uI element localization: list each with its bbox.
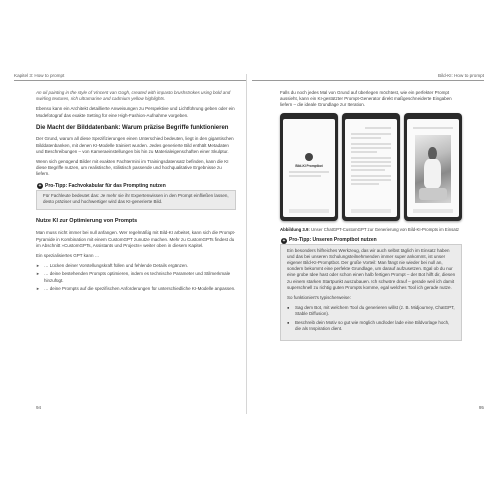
- arrow-bullet-icon: ►: [36, 285, 40, 291]
- list-item: [36, 271, 236, 283]
- text-line: [351, 137, 381, 139]
- pro-tip-text: So funktioniert's typischerweise:: [287, 295, 351, 301]
- pro-tip-box: [36, 182, 236, 211]
- plus-circle-icon: +: [282, 237, 286, 244]
- pro-tip-text: Ein besonders hilfreiches Werkzeug, das wir auch selbst täglich im Einsatz haben und das bei unseren Schulungsteilnehmenden immer super ankommt, ist unser eigener Bild-KI-Promptbot. Der große Vorteil: Man fängt nie wieder bei null an, sondern bekommt eine perfekte Grundlage, um darauf aufzusetzen. Egal ob du nur eine grobe Idee hast oder schon einen halb fertigen Prompt – der Bot hilft dir, diesen zu einem starken Startpunkt auszubauen. Ich schwöre drauf – gerade weil ich damit superschnell zu richtig guten Prompts komme, egal welches Tool ich gerade nutze.: [287, 247, 456, 290]
- list-item-text: Beschreib dein Motiv so gut wie möglich und/oder lade eine Bildvorlage hoch, die als Inspiration dient.: [295, 319, 450, 331]
- text-line: [289, 175, 321, 177]
- running-head: Bild-KI: How to prompt: [438, 73, 484, 78]
- paragraph: Falls du noch jedes Mal von Grund auf überlegen möchtest, wie ein perfekter Prompt aussieht, kann ein KI-gestützter Prompt-Generator direkt maßgeschneiderte Eingaben liefern – die ideale Grundlage zur Iteration.: [280, 90, 452, 108]
- paragraph: Ebenso kann ein Architekt detaillierte Anweisungen zu Perspektive und Lichtführung geben oder ein Modefotograf das exakte Setting für eine High-Fashion-Aufnahme vorgeben.: [36, 106, 235, 118]
- pro-tip-title: [37, 183, 170, 189]
- pro-tip-title-text: Pro-Tipp: Unseren Promptbot nutzen: [289, 237, 377, 244]
- phone-screenshot: [342, 113, 400, 221]
- text-line: [351, 143, 391, 145]
- figure-screenshots: [280, 113, 462, 221]
- text-line: [365, 127, 391, 129]
- paragraph: Ein spezialisiertes GPT kann …: [36, 252, 100, 258]
- example-prompt-quote: An oil painting in the style of Vincent van Gogh, created with impasto brushstrokes using bold and swirling textures, rich ultramarine and cadmium yellow highlights.: [36, 90, 231, 102]
- pro-tip-text: Für Fachleute bedeutet das: Je mehr sie ihr Expertenwissen in den Prompt einfließen lassen, desto präziser und hochwertiger wird das KI-generierte Bild.: [43, 192, 229, 204]
- left-page-content: [36, 90, 236, 296]
- paragraph: Wenn sich genügend Bilder mit exakten Fachtermini im Trainingsdatensatz befinden, kann die KI diese Begriffe nutzen, um realistische, stilistisch passende und hochqualitative Ergebnisse zu liefern.: [36, 158, 229, 177]
- paragraph: Man muss nicht immer bei null anfangen. Wer regelmäßig mit Bild-KI arbeitet, kann sich die Prompt-Pyramide in Kombination mit einem CustomGPT zunutze machen. Mehr zu CustomGPTs findest du im Abschnitt »CustomGPTs, Assistants und Projects« weiter oben in diesem Kapitel.: [36, 230, 236, 248]
- list-item: [287, 320, 456, 332]
- phone-screen: [345, 119, 397, 217]
- text-line: [351, 165, 391, 167]
- pro-tip-title: [281, 237, 381, 243]
- left-page: [14, 74, 247, 414]
- figure-caption: [280, 227, 462, 233]
- caption-label: Abbildung 3.9:: [280, 226, 310, 232]
- text-line: [351, 175, 391, 177]
- list-item-text: … Lücken deiner Vorstellungskraft füllen und fehlende Details ergänzen.: [44, 263, 189, 269]
- list-item-text: Sag dem Bot, mit welchem Tool du generieren willst (z. B. Midjourney, ChatGPT, Stable Diffusion).: [295, 305, 455, 317]
- image-shape: [419, 188, 448, 200]
- bullet-list: [287, 305, 456, 332]
- phone-screenshot: [280, 113, 338, 221]
- paragraph: Der Grund, warum all diese Spezifizierungen einen Unterschied bedeuten, liegt in den gigantischen Bilddatenbanken, mit denen KI-Modelle trainiert wurden. Jedes generierte Bild enthält Metadaten und Beschreibungen – von Kameraeinstellungen bis hin zu Materialeigenschaften einer Skulptur.: [36, 136, 234, 154]
- list-item: [287, 305, 456, 317]
- text-line: [351, 179, 391, 181]
- phone-screenshot: [404, 113, 462, 221]
- phone-screen: [283, 119, 335, 217]
- list-item-text: … deine Prompts auf die spezifischen Anforderungen für unterschiedliche KI-Modelle anpassen.: [44, 285, 236, 291]
- bullet-dot-icon: ●: [287, 319, 290, 325]
- right-page-content: [280, 90, 462, 349]
- list-item: [36, 263, 236, 269]
- text-line: [351, 157, 391, 159]
- generated-image: [415, 135, 451, 203]
- section-heading-bilddatenbank: Die Macht der Bilddatenbank: Warum präzise Begriffe funktionieren: [36, 124, 229, 131]
- caption-text: Unser ChatGPT-CustomGPT zur Generierung von Bild-KI-Prompts im Einsatz: [311, 226, 460, 232]
- right-page: [252, 74, 484, 414]
- arrow-bullet-icon: ►: [36, 263, 40, 269]
- text-line: [351, 147, 391, 149]
- text-line: [351, 133, 391, 135]
- list-item: [36, 286, 236, 292]
- plus-circle-icon: +: [38, 182, 42, 189]
- input-bar: [289, 209, 329, 213]
- input-bar: [351, 209, 391, 213]
- list-item-text: … deine bestehenden Prompts optimieren, indem es technische Parameter und Stilmerkmale hinzufügt.: [44, 271, 231, 283]
- bot-avatar-icon: [305, 153, 313, 161]
- section-heading-optimierung: Nutze KI zur Optimierung von Prompts: [36, 218, 138, 225]
- pro-tip-title-text: Pro-Tipp: Fachvokabular für das Prompting nutzen: [45, 182, 166, 189]
- header-rule: [14, 80, 246, 81]
- bullet-list: [36, 263, 236, 292]
- pro-tip-box: [280, 237, 462, 341]
- running-head: Kapitel 3: How to prompt: [14, 73, 65, 78]
- arrow-bullet-icon: ►: [36, 271, 40, 277]
- phone-screen: [407, 119, 459, 217]
- text-line: [413, 127, 453, 129]
- header-rule: [252, 80, 484, 81]
- text-line: [351, 183, 379, 185]
- page-number: 95: [478, 405, 484, 410]
- input-bar: [413, 209, 453, 213]
- image-shape: [424, 159, 441, 189]
- page-number: 94: [36, 405, 42, 410]
- text-line: [351, 151, 377, 153]
- bot-title: Bild-KI Promptbot: [295, 163, 323, 168]
- bullet-dot-icon: ●: [287, 305, 290, 311]
- text-line: [289, 171, 329, 173]
- text-line: [351, 169, 385, 171]
- text-line: [351, 161, 391, 163]
